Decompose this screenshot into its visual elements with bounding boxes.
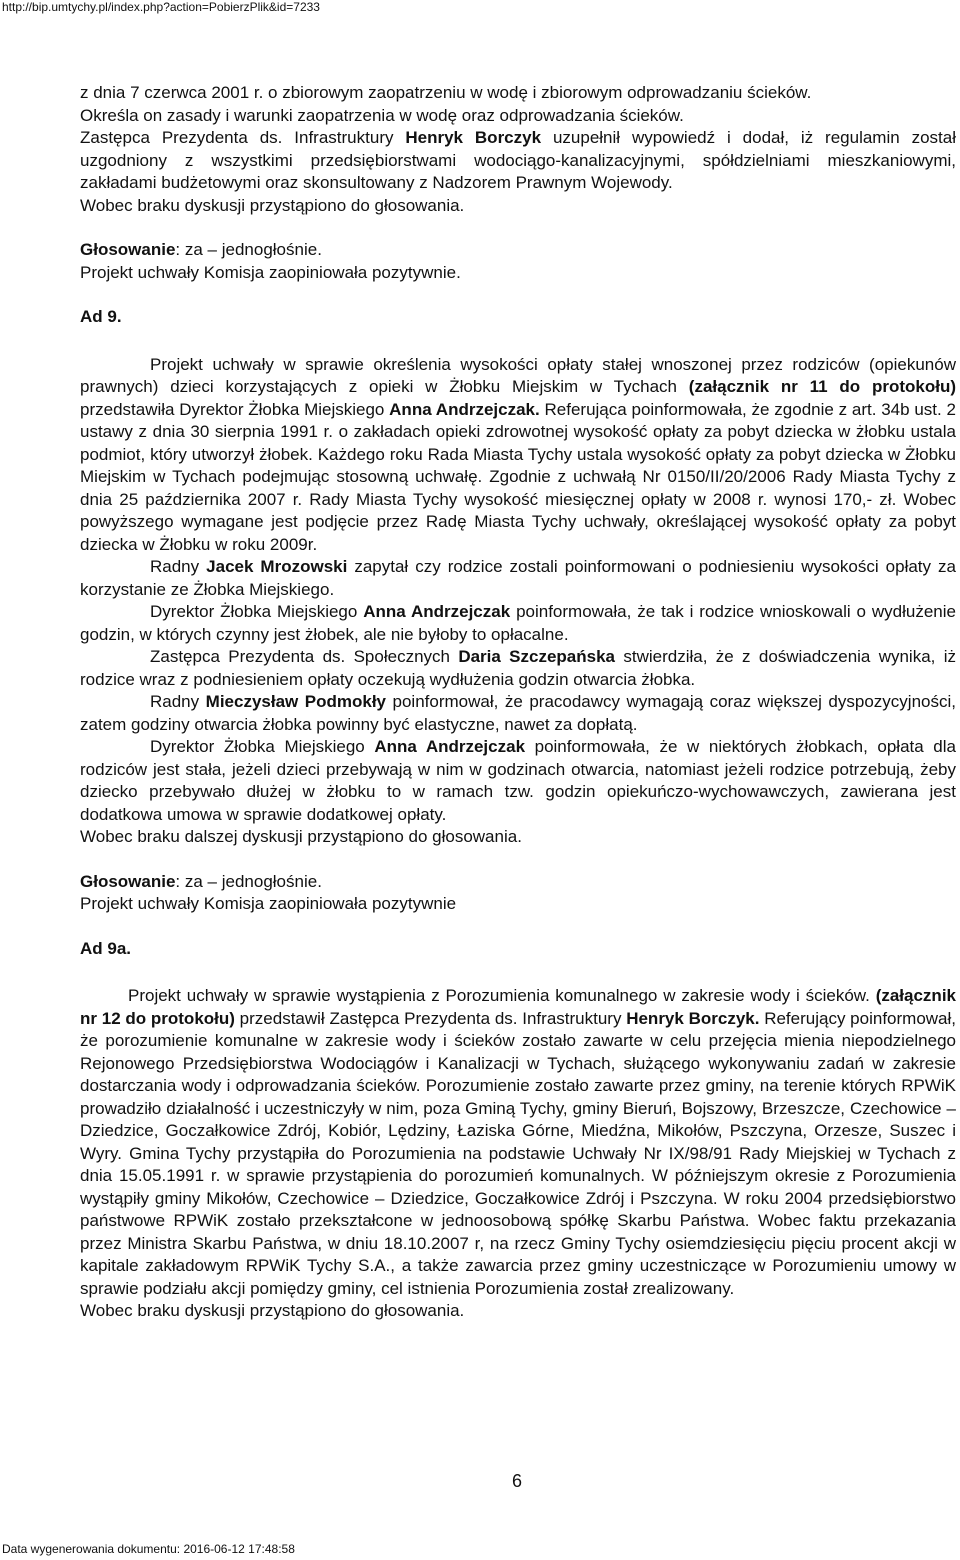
person-name: Anna Andrzejczak bbox=[363, 602, 511, 621]
text-line: Określa on zasady i warunki zaopatrzenia w wodę oraz odprowadzania ścieków. bbox=[80, 105, 684, 125]
text-line: Wobec braku dyskusji przystąpiono do głosowania. bbox=[80, 1301, 465, 1320]
paragraph: Zastępca Prezydenta ds. Społecznych Daria Szczepańska stwierdziła, że z doświadczenia wynika, iż rodzice wraz z podniesieniem opłaty oczekują wydłużenia godzin otwarcia żłobka. bbox=[80, 647, 956, 689]
paragraph: Dyrektor Żłobka Miejskiego Anna Andrzejczak poinformowała, że w niektórych żłobkach, opłata dla rodziców jest stała, jeżeli dzieci przebywają w nim w godzinach otwarcia, natomiast jeżeli rodzice potrzebują, żeby dziecko przebywało dłużej w żłobku to w ramach tzw. godzin opiekuńczo-wychowawczych, zawierana jest dodatkowa umowa w sprawie dodatkowej opłaty. bbox=[80, 737, 956, 824]
person-name: Henryk Borczyk bbox=[405, 128, 542, 147]
section-heading: Ad 9. bbox=[80, 307, 122, 326]
text-line: Wobec braku dalszej dyskusji przystąpiono do głosowania. bbox=[80, 827, 522, 846]
paragraph: Dyrektor Żłobka Miejskiego Anna Andrzejczak poinformowała, że tak i rodzice wnioskowali o wydłużenie godzin, w których czynny jest żłobek, ale nie byłoby to opłacalne. bbox=[80, 602, 956, 644]
attachment-ref: (załącznik nr 11 do protokołu) bbox=[688, 377, 956, 396]
paragraph: Radny Mieczysław Podmokły poinformował, że pracodawcy wymagają coraz większej dyspozycyjności, zatem godziny otwarcia żłobka powinny być elastyczne, nawet za dopłatą. bbox=[80, 692, 956, 734]
person-name: Jacek Mrozowski bbox=[206, 557, 348, 576]
person-name: Anna Andrzejczak. bbox=[389, 399, 540, 419]
paragraph: Projekt uchwały w sprawie określenia wysokości opłaty stałej wnoszonej przez rodziców (opiekunów prawnych) dzieci korzystających z opieki w Żłobku Miejskim w Tychach (załącznik nr 11 do protokołu) przedstawiła Dyrektor Żłobka Miejskiego Anna Andrzejczak. Referująca poinformowała, że zgodnie z art. 34b ust. 2 ustawy z dnia 30 sierpnia 1991 r. o zakładach opieki zdrowotnej wysokość opłaty za pobyt dziecka w żłobku ustala podmiot, który utworzył żłobek. Każdego roku Rada Miasta Tychy ustala wysokość opłaty za pobyt dziecka w Żłobku Miejskim w Tychach podejmując stosowną uchwałę. Zgodnie z uchwałą Nr 0150/II/20/2006 Rady Miasta Tychy z dnia 25 października 2007 r. Rady Miasta Tychy wysokość miesięcznej opłaty w 2008 r. wynosi 170,- zł. Wobec powyższego wymagane jest podjęcie przez Radę Miasta Tychy uchwały, określającej wysokość opłaty za pobyt dziecka w Żłobku w roku 2009r. bbox=[80, 354, 956, 554]
person-name: Mieczysław Podmokły bbox=[205, 692, 387, 711]
text-line: Wobec braku dyskusji przystąpiono do głosowania. bbox=[80, 195, 465, 215]
attachment-ref: (załącznik nr 12 do protokołu) bbox=[80, 986, 956, 1028]
committee-opinion: Projekt uchwały Komisja zaopiniowała pozytywnie. bbox=[80, 262, 461, 282]
text-line: z dnia 7 czerwca 2001 r. o zbiorowym zaopatrzeniu w wodę i zbiorowym odprowadzaniu ścieków. bbox=[80, 83, 812, 102]
generation-date: Data wygenerowania dokumentu: 2016-06-12 17:48:58 bbox=[2, 1542, 295, 1556]
paragraph: Zastępca Prezydenta ds. Infrastruktury Henryk Borczyk uzupełnił wypowiedź i dodał, iż regulamin został uzgodniony z wszystkimi przedsiębiorstwami wodociągo-kanalizacyjnymi, spółdzielniami mieszkaniowymi, zakładami budżetowymi oraz skonsultowany z Nadzorem Prawnym Wojewody. bbox=[80, 128, 957, 192]
person-name: Daria Szczepańska bbox=[458, 647, 616, 666]
vote-result: Głosowanie: za – jednogłośnie. bbox=[80, 871, 322, 891]
page-number: 6 bbox=[512, 1471, 523, 1491]
person-name: Henryk Borczyk. bbox=[626, 1008, 760, 1028]
vote-result: Głosowanie: za – jednogłośnie. bbox=[80, 240, 322, 259]
person-name: Anna Andrzejczak bbox=[374, 737, 526, 756]
document-body bbox=[80, 82, 956, 1323]
committee-opinion: Projekt uchwały Komisja zaopiniowała pozytywnie bbox=[80, 894, 457, 913]
paragraph: Radny Jacek Mrozowski zapytał czy rodzice zostali poinformowani o podniesieniu wysokości opłaty za korzystanie ze Żłobka Miejskiego. bbox=[80, 557, 956, 599]
paragraph: Projekt uchwały w sprawie wystąpienia z Porozumienia komunalnego w zakresie wody i ścieków. (załącznik nr 12 do protokołu) przedstawił Zastępca Prezydenta ds. Infrastruktury Henryk Borczyk. Referujący poinformował, że porozumienie komunalne w zakresie wody i ścieków zostało zawarte w celu przejęcia mienia niepodzielnego Rejonowego Przedsiębiorstwa Wodociągów i Kanalizacji w Tychach, służącego wykonywaniu zadań w zakresie dostarczania wody i odprowadzania ścieków. Porozumienie zostało zawarte przez gminy, na terenie których RPWiK prowadziło działalność i uczestniczyły w nim, poza Gminą Tychy, gminy Bieruń, Bojszowy, Brzeszcze, Czechowice – Dziedzice, Goczałkowice Zdrój, Kobiór, Lędziny, Łaziska Górne, Miedźna, Mikołów, Pszczyna, Orzesze, Suszec i Wyry. Gmina Tychy przystąpiła do Porozumienia na podstawie Uchwały Nr IX/98/91 Rady Miejskiej w Tychach z dnia 15.05.1991 r. w sprawie przystąpienia do porozumień komunalnych. W późniejszym okresie z Porozumienia wystąpiły gminy Mikołów, Czechowice – Dziedzice, Goczałkowice Zdrój i Pszczyna. W roku 2004 przedsiębiorstwo państwowe RPWiK zostało przekształcone w jednoosobową spółkę Skarbu Państwa. Wobec faktu przekazania przez Ministra Skarbu Państwa, w dniu 18.10.2007 r, na rzecz Gminy Tychy osiemdziesięciu pięciu procent akcji w kapitale zakładowym RPWiK Tychy S.A., a także zawarcia przez gminy uczestniczące w Porozumieniu umowy w sprawie podziału akcji pomiędzy gminy, cel istnienia Porozumienia został zrealizowany. bbox=[80, 986, 957, 1298]
section-heading: Ad 9a. bbox=[80, 938, 132, 958]
document-source-url: http://bip.umtychy.pl/index.php?action=PobierzPlik&id=7233 bbox=[2, 0, 320, 14]
